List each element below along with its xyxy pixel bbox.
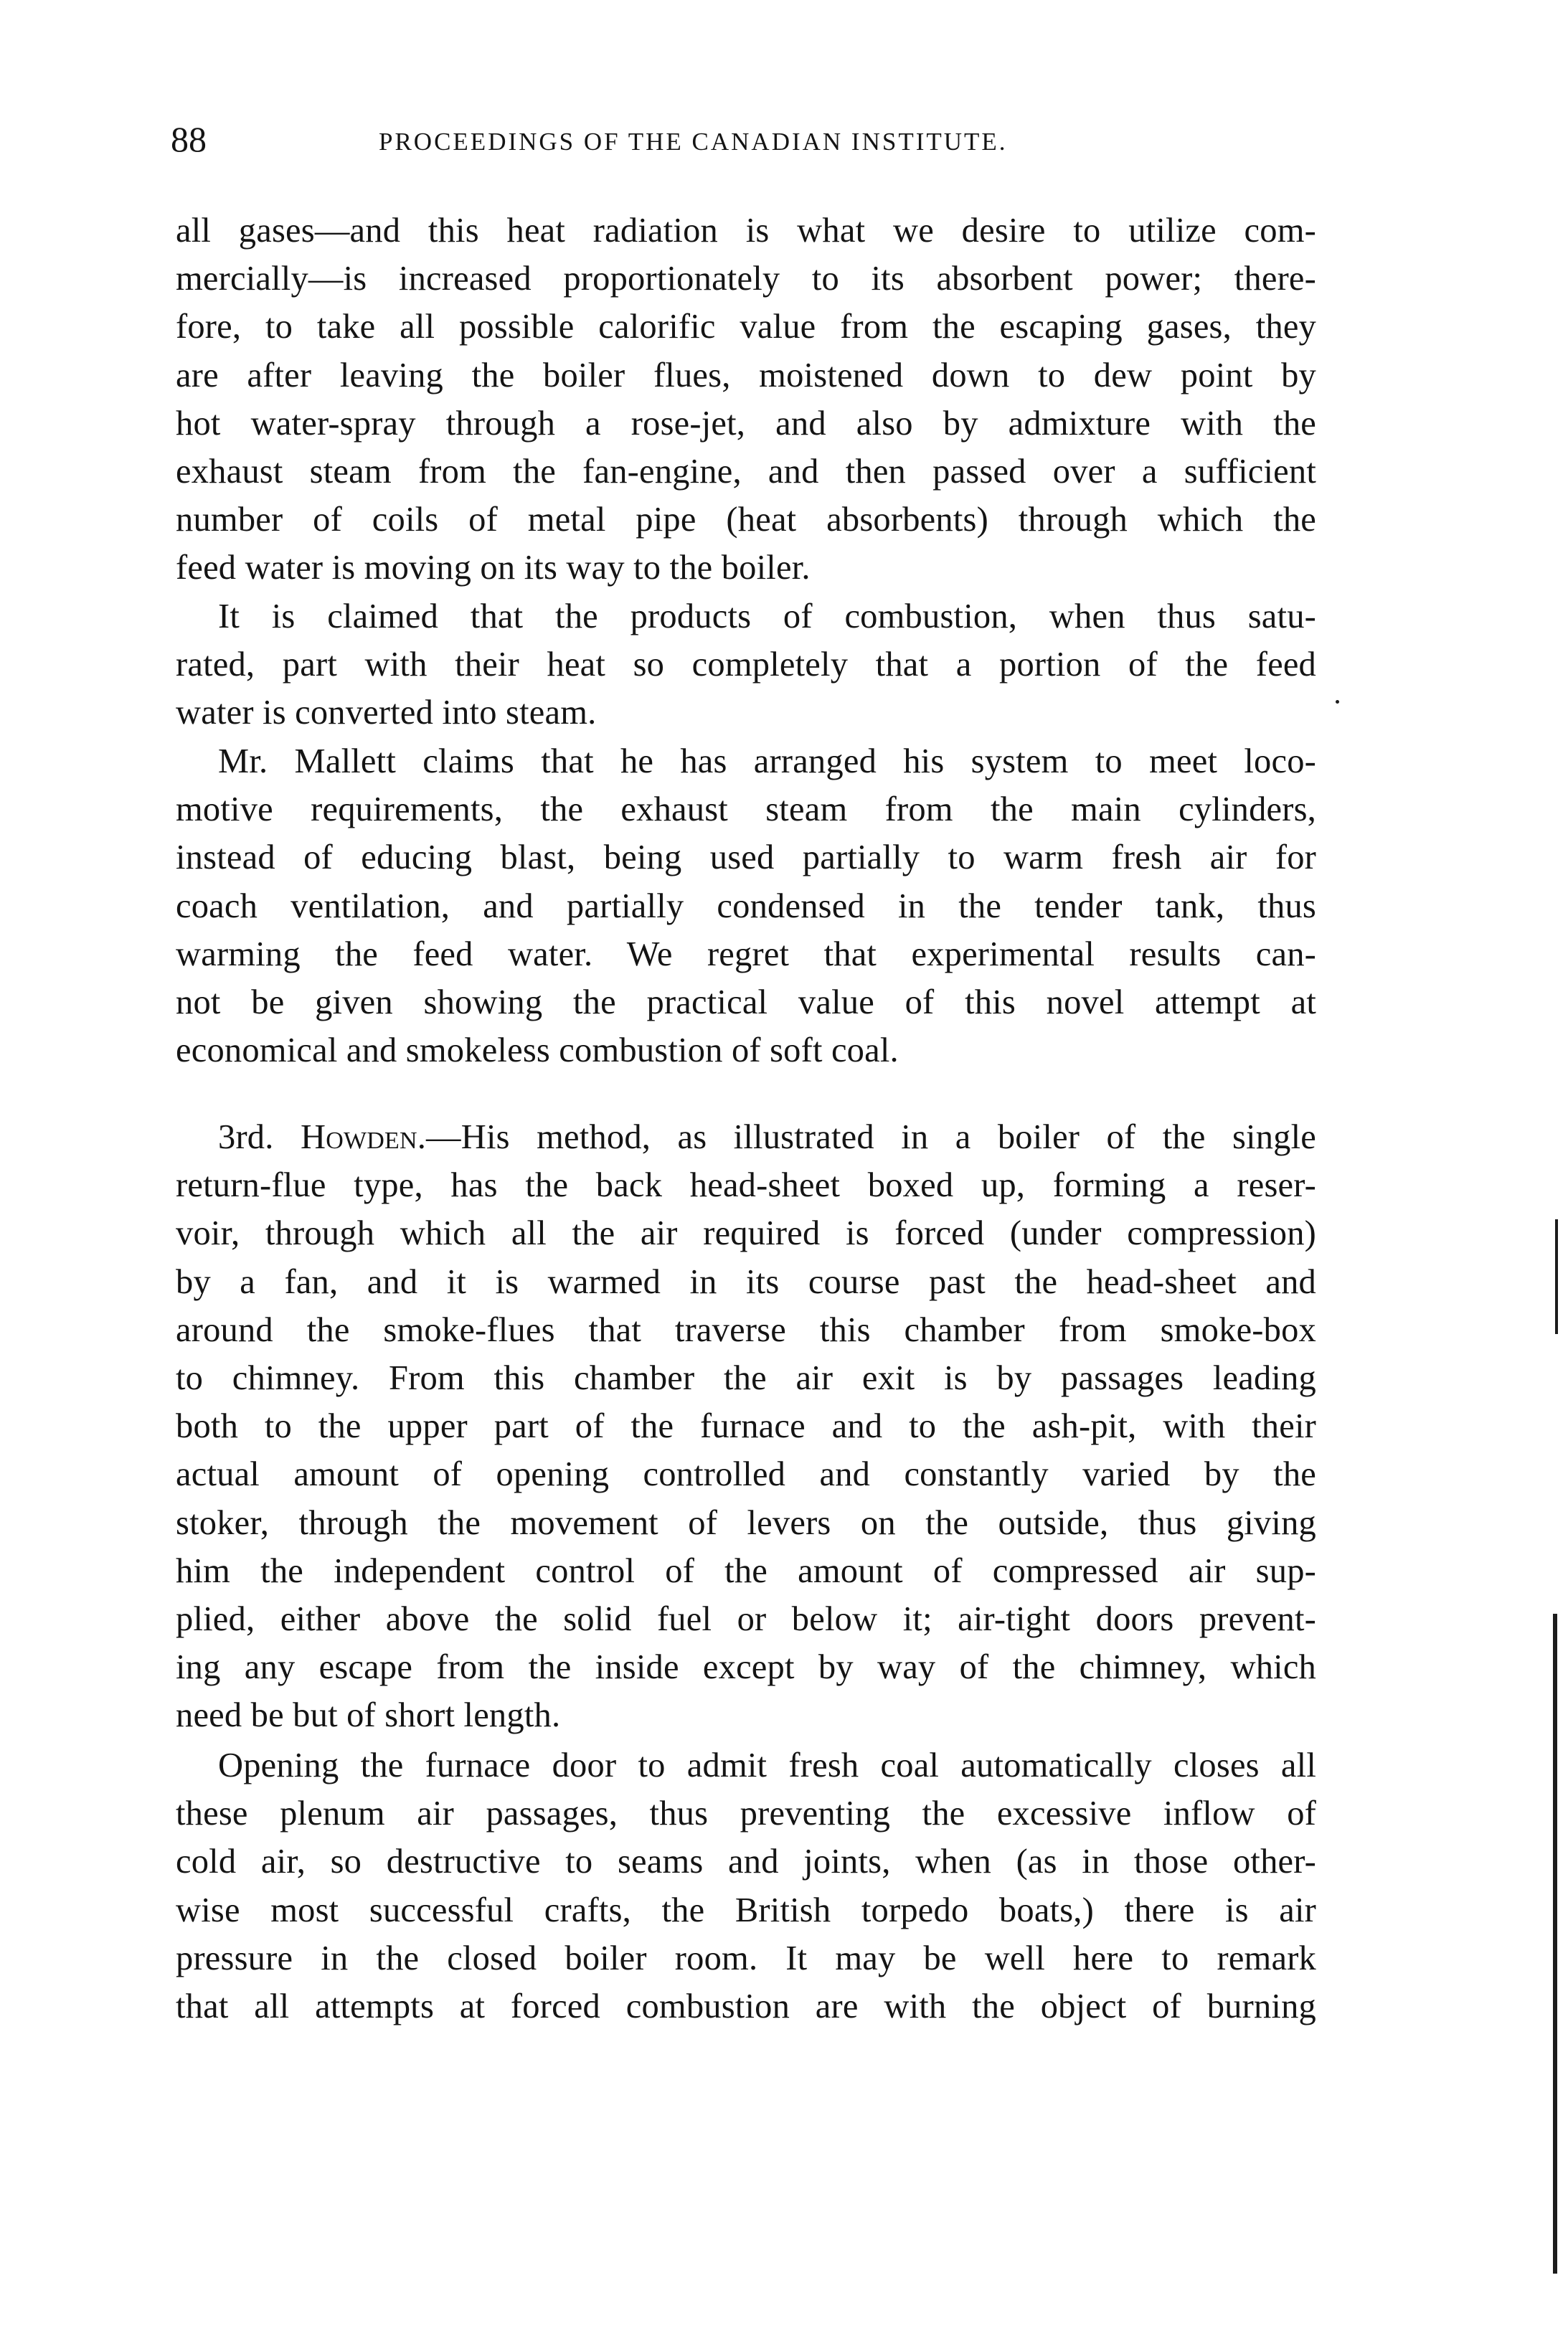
text-line: instead of educing blast, being used partially to warm fresh air for <box>176 838 1316 877</box>
paragraph-mallett <box>176 737 1316 1074</box>
paragraph-claimed <box>176 592 1316 737</box>
paragraph-howden <box>176 1113 1316 1739</box>
text-line: wise most successful crafts, the British torpedo boats,) there is air <box>176 1891 1316 1929</box>
text-line: economical and smokeless combustion of soft coal. <box>176 1031 899 1070</box>
text-line: cold air, so destructive to seams and joints, when (as in those other- <box>176 1843 1316 1881</box>
text-line: hot water-spray through a rose-jet, and also by admixture with the <box>176 404 1316 443</box>
section-heading-name: Howden <box>300 1118 417 1156</box>
binding-edge-shadow <box>1553 1614 1557 2274</box>
text-line: stoker, through the movement of levers on the outside, thus giving <box>176 1503 1316 1542</box>
text-line: by a fan, and it is warmed in its course past the head-sheet and <box>176 1262 1316 1301</box>
text-line: actual amount of opening controlled and constantly varied by the <box>176 1455 1316 1494</box>
text-line <box>176 1113 1316 1161</box>
text-line: exhaust steam from the fan-engine, and then passed over a sufficient <box>176 452 1316 491</box>
text-line: fore, to take all possible calorific value from the escaping gases, they <box>176 308 1316 346</box>
text-line: motive requirements, the exhaust steam from the main cylinders, <box>176 790 1316 829</box>
text-line: that all attempts at forced combustion are with the object of burning <box>176 1987 1316 2025</box>
text-line: need be but of short length. <box>176 1696 561 1735</box>
text-line: are after leaving the boiler flues, moistened down to dew point by <box>176 356 1316 394</box>
text-line: number of coils of metal pipe (heat absorbents) through which the <box>176 501 1316 539</box>
text-line: pressure in the closed boiler room. It may be well here to remark <box>176 1939 1316 1977</box>
running-head-title: PROCEEDINGS OF THE CANADIAN INSTITUTE. <box>379 128 1008 156</box>
text-line: not be given showing the practical value of this novel attempt at <box>176 983 1316 1021</box>
text-line: Opening the furnace door to admit fresh coal automatically closes all <box>218 1746 1316 1784</box>
running-head <box>171 119 1318 162</box>
speck-mark <box>1336 700 1339 704</box>
text-line: Mr. Mallett claims that he has arranged his system to meet loco- <box>218 742 1316 780</box>
paragraph-continuation <box>176 207 1316 592</box>
text-line: around the smoke-flues that traverse this chamber from smoke-box <box>176 1310 1316 1349</box>
text-line: both to the upper part of the furnace and to the ash-pit, with their <box>176 1407 1316 1446</box>
section-number: 3rd. <box>218 1118 274 1156</box>
text-line: voir, through which all the air required is forced (under compression) <box>176 1214 1316 1253</box>
text-line: all gases—and this heat radiation is what we desire to utilize com- <box>176 212 1316 250</box>
text-line: water is converted into steam. <box>176 694 597 732</box>
text-line: plied, either above the solid fuel or below it; air-tight doors prevent- <box>176 1599 1316 1638</box>
text-line: ing any escape from the inside except by way of the chimney, which <box>176 1648 1316 1687</box>
text-line: It is claimed that the products of combustion, when thus satu- <box>218 597 1316 635</box>
page-number: 88 <box>171 119 207 159</box>
text-line-rest: .—His method, as illustrated in a boiler of the single <box>417 1118 1316 1156</box>
binding-edge-mark <box>1555 1219 1558 1334</box>
text-line: coach ventilation, and partially condensed in the tender tank, thus <box>176 886 1316 925</box>
text-line: return-flue type, has the back head-sheet boxed up, forming a reser- <box>176 1166 1316 1205</box>
text-line: warming the feed water. We regret that experimental results can- <box>176 935 1316 973</box>
text-line: him the independent control of the amount of compressed air sup- <box>176 1551 1316 1590</box>
text-line: feed water is moving on its way to the boiler. <box>176 549 811 587</box>
text-line: mercially—is increased proportionately to its absorbent power; there- <box>176 260 1316 298</box>
text-line: these plenum air passages, thus preventing the excessive inflow of <box>176 1795 1316 1833</box>
paragraph-furnace-door <box>176 1741 1316 2030</box>
text-line: rated, part with their heat so completely that a portion of the feed <box>176 646 1316 684</box>
text-line: to chimney. From this chamber the air exit is by passages leading <box>176 1358 1316 1397</box>
